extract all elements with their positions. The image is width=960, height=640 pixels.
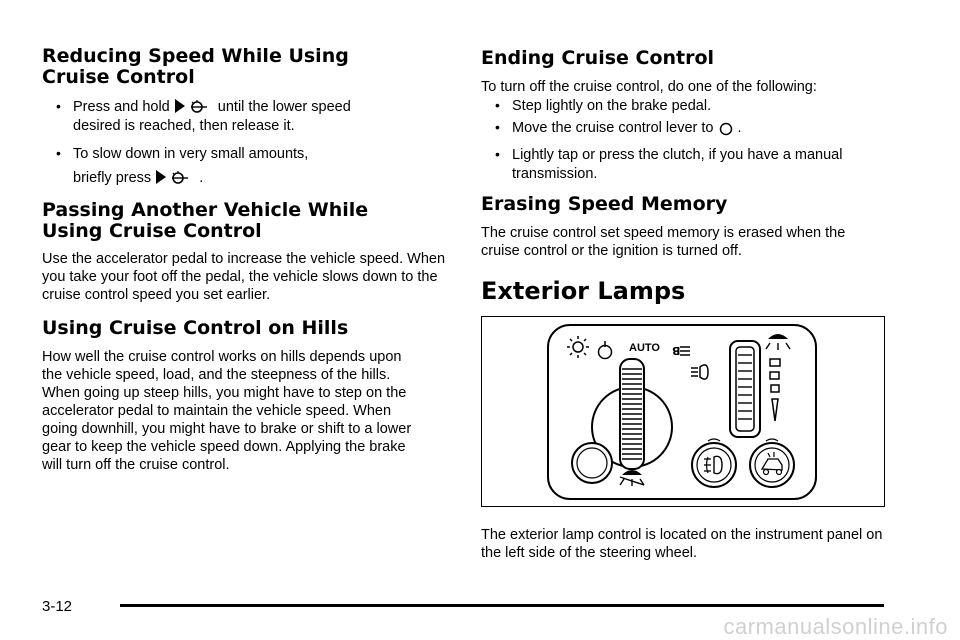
hills-body: How well the cruise control works on hills depends upon the vehicle speed, load, and the steepness of the hills. When going up steep hills, you might have to step on the accelerator pedal to maintain the vehicle speed. When going downhill, you might have to brake or shift to a lower gear to keep the vehicle speed down. Applying the brake will turn off the cruise control. — [42, 349, 412, 473]
bullet-dot: • — [56, 145, 61, 161]
fog-lamp-button — [572, 443, 612, 483]
svg-text:ꓭ: ꓭ — [672, 345, 681, 358]
passing-body: Use the accelerator pedal to increase the vehicle speed. When you take your foot off the pedal, the vehicle slows down to the cruise control speed you set earlier. — [42, 251, 446, 303]
bullet-press-and-hold: • Press and hold until the lower speed desired is reached, then release it. — [56, 98, 351, 134]
bullet-dot: • — [495, 119, 500, 135]
heading-cruise-hills: Using Cruise Control on Hills — [42, 317, 349, 339]
exterior-caption: The exterior lamp control is located on the instrument panel on the left side of the steering wheel. — [481, 527, 883, 561]
watermark: carmanualsonline.info — [723, 614, 948, 639]
front-fog-button — [692, 443, 736, 487]
page-number: 3-12 — [42, 598, 73, 615]
bullet-lever-off: • Move the cruise control lever to . — [495, 119, 742, 136]
exterior-lamp-figure — [481, 316, 885, 507]
dimmer-wheel — [730, 341, 760, 437]
heading-exterior-lamps: Exterior Lamps — [481, 277, 686, 305]
bullet-clutch: • Lightly tap or press the clutch, if you have a manual transmission. — [495, 146, 843, 182]
off-icon — [718, 119, 734, 137]
resume-accel-icon — [155, 169, 195, 187]
heading-erasing-memory: Erasing Speed Memory — [481, 193, 728, 215]
cargo-lamp-button — [750, 443, 794, 487]
erasing-body: The cruise control set speed memory is erased when the cruise control or the ignition is turned off. — [481, 225, 846, 259]
heading-ending-cruise: Ending Cruise Control — [481, 47, 715, 69]
footer-rule — [120, 604, 884, 607]
auto-label: AUTO — [629, 342, 660, 354]
resume-accel-icon — [174, 98, 214, 116]
bullet-dot: • — [495, 146, 500, 162]
bullet-dot: • — [56, 98, 61, 114]
exterior-lamp-control-illustration — [482, 317, 883, 505]
heading-reducing-speed: Reducing Speed While Using Cruise Control — [42, 45, 349, 88]
bullet-brake-pedal: • Step lightly on the brake pedal. — [495, 97, 712, 114]
bullet-slow-down: • To slow down in very small amounts, briefly press . — [56, 142, 469, 190]
ending-intro: To turn off the cruise control, do one of the following: — [481, 79, 817, 95]
bullet-dot: • — [495, 97, 500, 113]
heading-passing-vehicle: Passing Another Vehicle While Using Cruise Control — [42, 199, 369, 242]
